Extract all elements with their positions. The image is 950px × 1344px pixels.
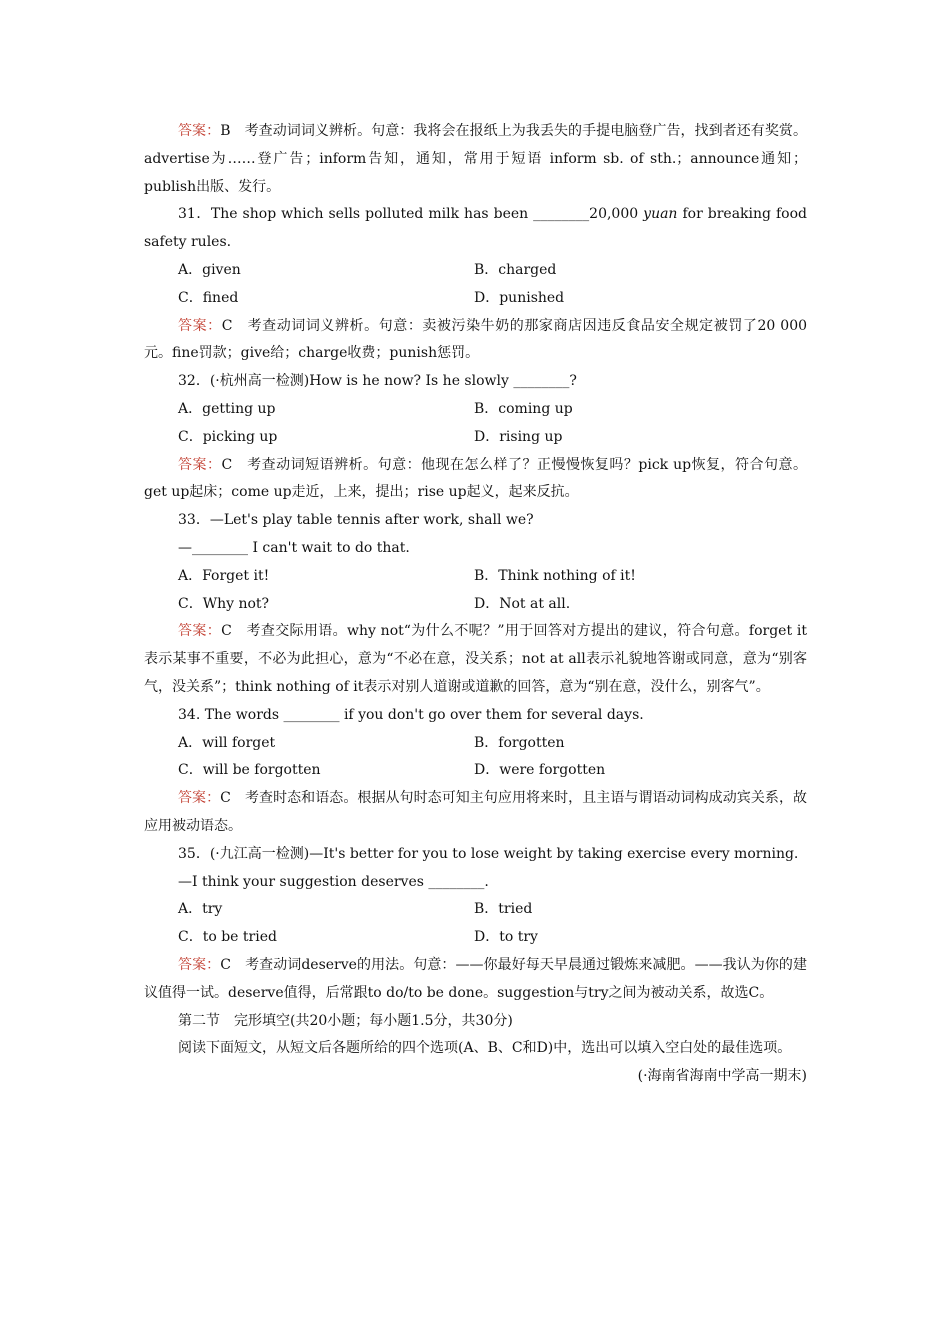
answer-34: [144, 785, 807, 841]
document-page: [144, 118, 807, 1091]
options-row: [144, 591, 807, 619]
option-b: B．coming up: [474, 400, 573, 417]
option-a: A．will forget: [178, 734, 276, 751]
option-d: D．Not at all.: [474, 595, 571, 612]
option-a: A．getting up: [178, 400, 276, 417]
option-d: D．were forgotten: [474, 762, 606, 779]
question-35: 35．(·九江高一检测)—It's better for you to lose weight by taking exercise every morning.: [178, 845, 799, 862]
question-34: 34. The words ________ if you don't go over them for several days.: [178, 706, 644, 723]
answer-label: 答案：: [178, 956, 221, 973]
question-stem-italic: yuan: [643, 206, 678, 223]
options-row: [144, 396, 807, 424]
option-d: D．rising up: [474, 428, 563, 445]
answer-text: C 考查动词deserve的用法。句意：——你最好每天早晨通过锻炼来减肥。——我认为你的建议值得一试。deserve值得，后常跟to do/to be done。suggestion与try之间为被动关系，故选C。: [144, 956, 807, 1001]
answer-text: C 考查交际用语。why not“为什么不呢？”用于回答对方提出的建议，符合句意。forget it表示某事不重要，不必为此担心，意为“不必在意，没关系；not at all表示礼貌地答谢或同意，意为“别客气，没关系”；think nothing of it表示对别人道谢或道歉的回答，意为“别在意，没什么，别客气”。: [144, 623, 807, 695]
option-b: B．Think nothing of it!: [474, 567, 636, 584]
question-stem-end: for breaking food safety rules.: [144, 206, 807, 251]
option-a: A．given: [178, 261, 241, 278]
option-c: C．fined: [178, 289, 239, 306]
options-row: [144, 257, 807, 285]
question-33: 33．—Let's play table tennis after work, shall we?: [178, 512, 534, 529]
question-35-reply: —I think your suggestion deserves ________.: [178, 873, 489, 890]
answer-text: C 考查动词短语辨析。句意：他现在怎么样了？正慢慢恢复吗？pick up恢复，符合句意。get up起床；come up走近，上来，提出；rise up起义，起来反抗。: [144, 456, 808, 501]
answer-label: 答案：: [178, 456, 222, 473]
option-a: A．try: [178, 901, 223, 918]
options-row: [144, 730, 807, 758]
option-b: B．forgotten: [474, 734, 565, 751]
section-instruction: 阅读下面短文，从短文后各题所给的四个选项(A、B、C和D)中，选出可以填入空白处的最佳选项。: [178, 1040, 792, 1057]
option-c: C．to be tried: [178, 929, 277, 946]
option-c: C．picking up: [178, 428, 278, 445]
option-c: C．Why not?: [178, 595, 270, 612]
answer-35: [144, 952, 807, 1008]
question-31: [144, 201, 807, 257]
option-c: C．will be forgotten: [178, 762, 321, 779]
answer-label: 答案：: [178, 790, 221, 807]
section-heading: 第二节 完形填空(共20小题；每小题1.5分，共30分): [178, 1012, 513, 1029]
options-row: [144, 757, 807, 785]
option-b: B．charged: [474, 261, 557, 278]
question-stem: 31．The shop which sells polluted milk has been ________20,000: [178, 206, 644, 223]
options-row: [144, 896, 807, 924]
option-a: A．Forget it!: [178, 567, 270, 584]
question-33-reply: —________ I can't wait to do that.: [178, 539, 410, 556]
options-row: [144, 285, 807, 313]
answer-text: C 考查时态和语态。根据从句时态可知主句应用将来时，且主语与谓语动词构成动宾关系，故应用被动语态。: [144, 790, 807, 834]
passage-source: (·海南省海南中学高一期末): [637, 1068, 807, 1085]
answer-31: [144, 313, 807, 369]
options-row: [144, 424, 807, 452]
answer-label: 答案：: [178, 317, 222, 334]
answer-text: B 考查动词词义辨析。句意：我将会在报纸上为我丢失的手提电脑登广告，找到者还有奖赏。advertise为……登广告；inform告知，通知，常用于短语 inform sb. of sth.；announce通知；publish出版、发行。: [144, 123, 807, 195]
option-b: B．tried: [474, 901, 533, 918]
answer-30: [144, 118, 807, 201]
option-d: D．to try: [474, 929, 538, 946]
answer-33: [144, 618, 807, 701]
options-row: [144, 924, 807, 952]
options-row: [144, 563, 807, 591]
answer-label: 答案：: [178, 623, 222, 640]
question-32: 32．(·杭州高一检测)How is he now? Is he slowly ________?: [178, 373, 577, 390]
option-d: D．punished: [474, 289, 565, 306]
answer-32: [144, 452, 807, 508]
answer-label: 答案：: [178, 123, 221, 139]
answer-text: C 考查动词词义辨析。句意：卖被污染牛奶的那家商店因违反食品安全规定被罚了20 000元。fine罚款；give给；charge收费；punish惩罚。: [144, 317, 808, 362]
